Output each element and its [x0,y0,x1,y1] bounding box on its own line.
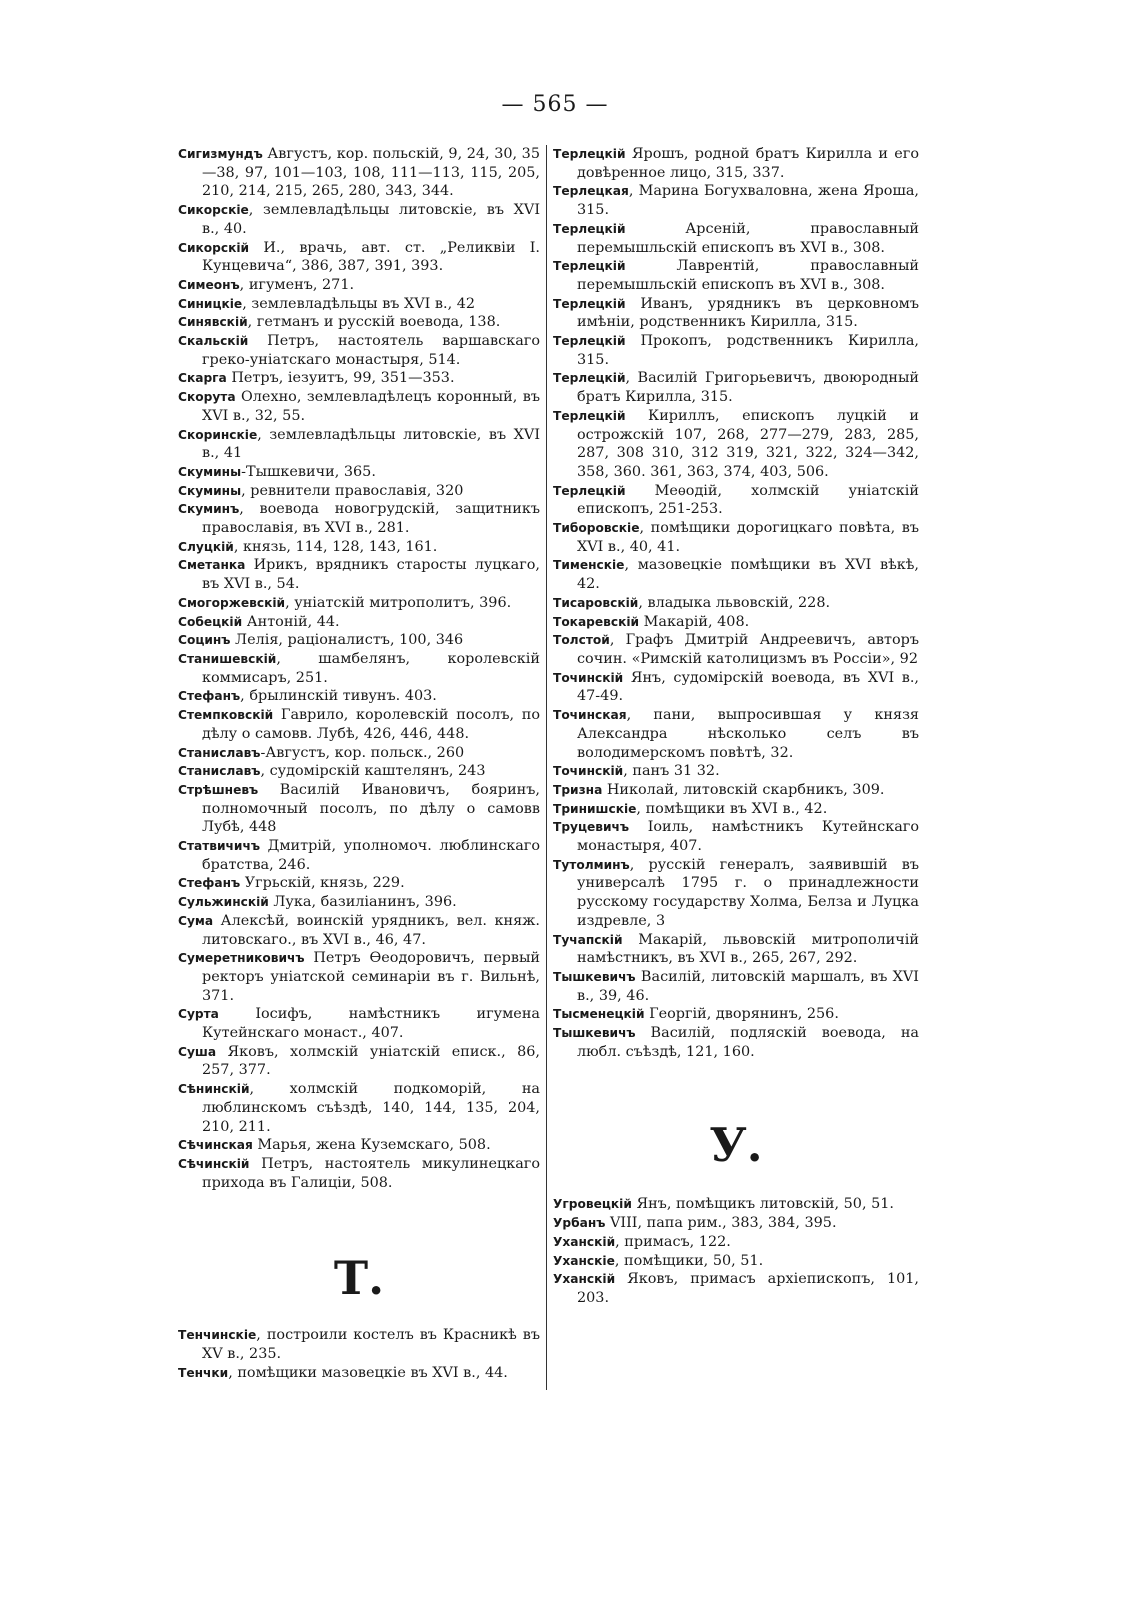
index-entry [553,594,919,613]
entry-text: , брылинскій тивунъ. 403. [240,688,437,705]
entry-headword: Терлецкій [553,296,626,311]
entry-headword: Тысменецкій [553,1007,645,1022]
entry-text: , русскій генералъ, заявившій въ универсалѣ 1795 г. о принадлежности русскому государству Холма, Белза и Луцка издревле, 3 [577,856,919,929]
index-entry [553,1005,919,1024]
index-entry [178,1043,540,1080]
entry-text: , построили костелъ въ Красникѣ въ XV в., 235. [202,1327,540,1363]
entry-headword: Уханскій [553,1234,616,1249]
index-entry [178,650,540,687]
entry-text: Петръ Ѳеодоровичъ, первый ректоръ уніатской семинаріи въ г. Вильнѣ, 371. [202,950,540,1004]
entry-headword: Токаревскій [553,614,640,629]
index-entry [553,800,919,819]
entry-headword: Тисаровскій [553,595,639,610]
entry-headword: Скумины [178,464,242,479]
index-entry [178,1005,540,1042]
entries-u [553,1195,919,1307]
entry-headword: Терлецкій [553,259,626,274]
index-entry [553,220,919,257]
entry-text: , помѣщики въ XVI в., 42. [636,800,828,817]
entry-headword: Сѣчинская [178,1138,253,1153]
index-entry [178,463,540,482]
index-entry [553,556,919,593]
entry-headword: Суша [178,1044,217,1059]
index-entry [553,519,919,556]
entry-headword: Точинскій [553,764,624,779]
index-entry [178,949,540,1005]
entry-headword: Тиборовскіе [553,521,640,536]
entry-headword: Стемпковскій [178,708,274,723]
entry-text: , землевладѣльцы въ XVI в., 42 [242,295,476,312]
section-letter-u: У. [709,1118,763,1173]
entry-headword: Труцевичъ [553,820,630,835]
index-entry [553,968,919,1005]
entries-t-right [553,145,919,1061]
entry-headword: Тринишскіе [553,801,637,816]
entry-text: Антоній, 44. [242,613,340,630]
entry-text: , владыка львовскій, 228. [638,594,831,611]
index-entry [178,744,540,763]
entry-text: Петръ, настоятель микулинецкаго прихода въ Галиціи, 508. [202,1155,540,1191]
entry-headword: Скоринскіе [178,427,258,442]
entry-headword: Сметанка [178,558,246,573]
entry-headword: Тышкевичъ [553,1026,636,1041]
index-entry [553,257,919,294]
entry-headword: Точинская [553,708,627,723]
entry-text: Дмитрій, уполномоч. люблинскаго братства, 246. [202,838,540,873]
entry-text: , примасъ, 122. [615,1233,731,1250]
index-entry [178,781,540,837]
entry-headword: Угровецкій [553,1197,632,1212]
entry-text: Олехно, землевладѣлецъ коронный, въ XVI в., 32, 55. [202,389,540,424]
index-entry [553,669,919,706]
index-entry [178,426,540,463]
entry-headword: Станиславъ [178,764,261,779]
entry-text: Іосифъ, намѣстникъ игумена Кутейнскаго монаст., 407. [202,1006,540,1042]
entry-text: Іоиль, намѣстникъ Кутейнскаго монастыря, 407. [577,819,919,855]
entry-text: Алексѣй, воинскій урядникъ, вел. княж. литовскаго., въ XVI в., 46, 47. [202,912,540,948]
entry-text: , князь, 114, 128, 143, 161. [233,538,438,555]
entry-text: , землевладѣльцы литовскіе, въ XVI в., 41 [202,426,540,462]
entry-text: VIII, папа рим., 383, 384, 395. [605,1215,837,1232]
entry-text: Георгій, дворянинъ, 256. [644,1006,839,1023]
index-entry [553,1252,919,1271]
entry-headword: Уханскіе [553,1253,615,1268]
index-entry [178,912,540,949]
entry-headword: Сума [178,913,214,928]
right-column [553,145,919,1308]
entry-headword: Толстой [553,633,610,648]
entry-text: , Василій Григорьевичъ, двоюродный братъ Кирилла, 315. [577,370,919,406]
entry-text: , Марина Богухваловна, жена Яроша, 315. [577,183,919,219]
index-entry [553,1270,919,1307]
index-entry [178,1136,540,1155]
index-entry [178,837,540,874]
entries-t-left [178,1326,540,1382]
entry-headword: Тенчинскіе [178,1328,257,1343]
entry-text: Иванъ, урядникъ въ церковномъ имѣніи, родственникъ Кирилла, 315. [577,295,919,331]
index-entry [178,276,540,295]
index-entry [178,201,540,238]
index-entry [553,706,919,762]
entry-headword: Стрѣшневъ [178,782,259,797]
index-entry [553,1024,919,1061]
index-entry [553,482,919,519]
entry-text: Кириллъ, епископъ луцкій и острожскій 107, 268, 277—279, 283, 285, 287, 308 310, 312 319, 321, 322, 324—342, 358, 360. 361, 363, 374, 403, 506. [577,407,919,480]
entry-text: Ирикъ, врядникъ старосты луцкаго, въ XVI в., 54. [202,557,540,593]
entries-s [178,145,540,1192]
entry-headword: Сигизмундъ [178,147,263,161]
index-entry [178,313,540,332]
entry-headword: Стефанъ [178,689,241,704]
index-entry [553,145,919,182]
index-entry [178,631,540,650]
entry-text: , помѣщики дорогицкаго повѣта, въ XVI в., 40, 41. [577,520,919,555]
entry-headword: Сурта [178,1007,219,1022]
entry-headword: Сикорскіе [178,203,249,218]
entry-text: , воевода новогрудскій, защитникъ православія, въ XVI в., 281. [202,501,540,537]
entry-text: Лука, базиліанинъ, 396. [268,894,457,911]
index-entry [553,1214,919,1233]
entry-headword: Смогоржевскій [178,595,286,610]
entry-text: , ревнители православія, 320 [241,482,464,499]
index-entry [553,781,919,800]
entry-text: Петръ, іезуитъ, 99, 351—353. [226,370,455,387]
entry-text: Василій, литовскій маршалъ, въ XVI в., 39, 46. [577,968,919,1004]
entry-text: Макарій, 408. [639,613,750,630]
entry-headword: Терлецкій [553,147,626,161]
entry-headword: Сикорскій [178,240,250,255]
entry-text: , мазовецкіе помѣщики въ XVI вѣкѣ, 42. [577,557,919,593]
entry-text: , панъ 31 32. [623,763,720,780]
index-entry [553,1233,919,1252]
entry-headword: Скальскій [178,334,249,349]
entry-text: -Тышкевичи, 365. [241,463,376,480]
index-entry [178,332,540,369]
index-entry [178,295,540,314]
entry-text: Яковъ, примасъ архіепископъ, 101, 203. [577,1271,919,1306]
entry-text: И., врачь, авт. ст. „Реликвіи І. Кунцевича“, 386, 387, 391, 393. [202,239,540,275]
entry-text: Лелія, раціоналистъ, 100, 346 [230,632,464,649]
index-entry [178,594,540,613]
entry-headword: Сѣнинскій [178,1082,250,1097]
entry-text: Марья, жена Куземскаго, 508. [252,1137,491,1154]
entry-headword: Тышкевичъ [553,969,636,984]
index-entry [553,762,919,781]
entry-text: Макарій, львовскій митрополичій намѣстникъ, въ XVI в., 265, 267, 292. [577,931,919,967]
entry-headword: Тризна [553,782,603,797]
entry-text: Гаврило, королевскій посолъ, по дѣлу о самовв. Лубѣ, 426, 446, 448. [202,707,540,742]
entry-headword: Стефанъ [178,876,241,891]
index-entry [178,893,540,912]
entry-text: Меѳодій, холмскій уніатскій епископъ, 251-253. [577,482,919,518]
entry-headword: Тенчки [178,1365,229,1380]
entry-text: Василій Ивановичъ, бояринъ, полномочный посолъ, по дѣлу о самовв Лубѣ, 448 [202,781,540,836]
entry-text: Николай, литовскій скарбникъ, 309. [602,781,885,798]
index-entry [553,295,919,332]
entry-headword: Скуминъ [178,502,240,517]
index-entry [178,1364,540,1383]
index-entry [178,687,540,706]
entry-text: , уніатскій митрополитъ, 396. [285,594,512,611]
index-entry [178,500,540,537]
entry-headword: Синицкіе [178,296,243,311]
entry-text: Августъ, кор. польскій, 9, 24, 30, 35—38, 97, 101—103, 108, 111—113, 115, 205, 210, 214, 215, 265, 280, 343, 344. [202,146,540,200]
entry-text: , пани, выпросившая у князя Александра нѣсколько селъ въ володимерскомъ повѣтѣ, 32. [577,707,919,761]
entry-headword: Тутолминъ [553,857,630,872]
entry-headword: Терлецкій [553,221,626,236]
index-entry [553,931,919,968]
index-entry [178,762,540,781]
index-entry [178,388,540,425]
index-entry [178,1326,540,1363]
left-column [178,145,540,1382]
entry-headword: Тименскіе [553,558,625,573]
entry-headword: Терлецкій [553,334,626,349]
index-entry [178,706,540,743]
entry-text: Петръ, настоятель варшавскаго греко-уніатскаго монастыря, 514. [202,333,540,368]
entry-headword: Точинскій [553,670,624,685]
entry-headword: Слуцкій [178,539,234,554]
entry-headword: Статвичичъ [178,839,260,854]
index-entry [553,182,919,219]
index-entry [178,613,540,632]
entry-text: Ярошъ, родной братъ Кирилла и его довѣренное лицо, 315, 337. [577,146,919,181]
entry-headword: Станиславъ [178,745,261,760]
index-entry [553,856,919,931]
index-entry [178,369,540,388]
entry-text: , игуменъ, 271. [239,276,355,293]
entry-text: , судомірскій каштелянъ, 243 [260,763,486,780]
entry-text: , помѣщики, 50, 51. [614,1252,764,1269]
entry-headword: Собецкій [178,614,243,629]
entry-headword: Терлецкій [553,408,626,423]
index-entry [178,1080,540,1136]
entry-text: , Графъ Дмитрій Андреевичъ, авторъ сочин. «Римскій католицизмъ въ Россіи», 92 [577,632,919,667]
entry-headword: Симеонъ [178,277,240,292]
index-entry [178,874,540,893]
entry-text: , землевладѣльцы литовскіе, въ XVI в., 40. [202,202,540,237]
entry-text: Василій, подляскій воевода, на любл. съѣздѣ, 121, 160. [577,1025,919,1060]
index-entry [178,538,540,557]
index-entry [178,556,540,593]
entry-text: , шамбелянъ, королевскій коммисаръ, 251. [202,650,540,686]
entry-headword: Уханскій [553,1272,616,1287]
entry-text: -Августъ, кор. польск., 260 [260,744,465,761]
entry-headword: Социнъ [178,633,231,648]
entry-text: Янъ, помѣщикъ литовскій, 50, 51. [631,1196,894,1213]
entry-text: Прокопъ, родственникъ Кирилла, 315. [577,333,919,368]
index-entry [178,145,540,201]
entry-text: Янъ, судомірскій воевода, въ XVI в., 47-49. [577,669,919,705]
entry-headword: Скорута [178,390,236,405]
entry-text: , гетманъ и русскій воевода, 138. [247,314,501,331]
entry-text: Лаврентій, православный перемышльскій епископъ въ XVI в., 308. [577,258,919,293]
page-number: — 565 — [501,92,609,117]
entry-text: Арсеній, православный перемышльскій епископъ въ XVI в., 308. [577,220,919,256]
index-entry [553,369,919,406]
entry-headword: Терлецкая [553,184,629,199]
entry-headword: Синявскій [178,315,248,330]
entry-headword: Станишевскій [178,651,277,666]
entry-text: Яковъ, холмскій уніатскій еписк., 86, 257, 377. [202,1043,540,1079]
entry-headword: Сульжинскій [178,895,269,910]
index-entry [178,239,540,276]
index-entry [553,818,919,855]
index-entry [553,407,919,482]
entry-text: , холмскій подкоморій, на люблинскомъ съѣздѣ, 140, 144, 135, 204, 210, 211. [202,1081,540,1135]
entry-headword: Сѣчинскій [178,1156,250,1171]
index-entry [553,613,919,632]
column-divider [546,145,547,1390]
index-entry [178,482,540,501]
entry-headword: Терлецкій [553,371,626,386]
entry-headword: Скумины [178,483,242,498]
entry-headword: Урбанъ [553,1216,606,1231]
entry-text: Угрьскій, князь, 229. [240,875,405,892]
index-entry [553,332,919,369]
entry-headword: Сумеретниковичъ [178,951,305,966]
index-entry [553,631,919,668]
entry-headword: Тучапскій [553,932,623,947]
section-letter-t: Т. [333,1251,385,1306]
entry-headword: Терлецкій [553,483,626,498]
entry-text: , помѣщики мазовецкіе въ XVI в., 44. [228,1364,508,1381]
entry-headword: Скарга [178,371,227,386]
index-entry [178,1155,540,1192]
index-entry [553,1195,919,1214]
